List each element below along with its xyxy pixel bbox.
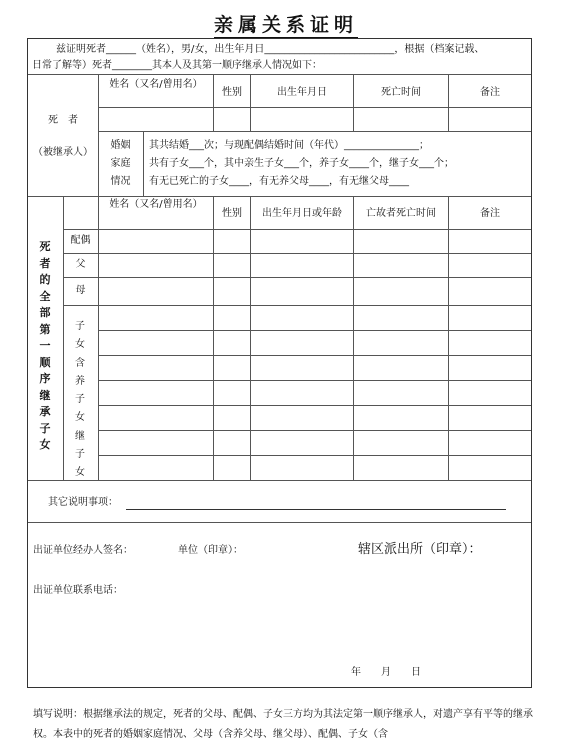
deceased-header-death: 死亡时间	[381, 87, 421, 98]
page-title: 亲属关系证明	[0, 10, 572, 37]
deceased-header-remarks: 备注	[480, 87, 500, 98]
marriage-label-2: 家庭	[110, 158, 131, 169]
intro-line-2: 日常了解等）死者________其本人及其第一顺序继承人情况如下：	[32, 60, 322, 71]
relation-spouse: 配偶	[70, 235, 91, 246]
marriage-label-3: 情况	[110, 176, 131, 187]
marriage-line-2: 共有子女___个，其中亲生子女___个，养子女____个，继子女___个；	[149, 158, 454, 169]
deceased-header-birth: 出生年月日	[277, 87, 327, 98]
deceased-sublabel: （被继承人）	[33, 147, 93, 158]
deceased-header-name: 姓名（又名/曾用名）	[109, 79, 203, 90]
intro-line-1: 兹证明死者______（姓名），男/女，出生年月日__________________________，根据（档案记载、	[56, 44, 485, 55]
unit-seal-label: 单位（印章）：	[178, 545, 243, 556]
heirs-header-name: 姓名（又名/曾用名）	[109, 199, 203, 210]
marriage-line-3: 有无已死亡的子女____，有无养父母____，有无继父母____	[149, 176, 409, 187]
marriage-label-1: 婚姻	[110, 140, 131, 151]
date-label: 年 月 日	[351, 667, 421, 678]
other-notes-label: 其它说明事项：	[48, 497, 118, 508]
heirs-header-remarks: 备注	[480, 208, 500, 219]
phone-label: 出证单位联系电话：	[33, 585, 123, 596]
signer-label: 出证单位经办人签名：	[33, 545, 133, 556]
deceased-label: 死 者	[48, 115, 78, 126]
relation-mother: 母	[75, 285, 86, 296]
marriage-line-1: 其共结婚___次；与现配偶结婚时间（年代）_______________；	[149, 140, 429, 151]
instructions-text: 填写说明：根据继承法的规定，死者的父母、配偶、子女三方均为其法定第一顺序继承人，对遗产享有平等的继承权。本表中的死者的婚姻家庭情况、父母（含养父母、继父母）、配偶、子女（含	[33, 709, 533, 740]
heirs-header-gender: 性别	[222, 208, 242, 219]
deceased-header-gender: 性别	[222, 87, 242, 98]
certificate-table	[27, 38, 532, 688]
police-seal-label: 辖区派出所（印章）：	[358, 542, 482, 557]
relation-father: 父	[75, 259, 86, 270]
heirs-header-birth-age: 出生年月日或年龄	[262, 208, 342, 219]
heirs-header-death-time: 亡故者死亡时间	[366, 208, 436, 219]
children-label: 子女含养子女继子女	[75, 321, 85, 479]
heirs-group-label: 死者的全部第一顺序继承子女	[39, 240, 51, 451]
